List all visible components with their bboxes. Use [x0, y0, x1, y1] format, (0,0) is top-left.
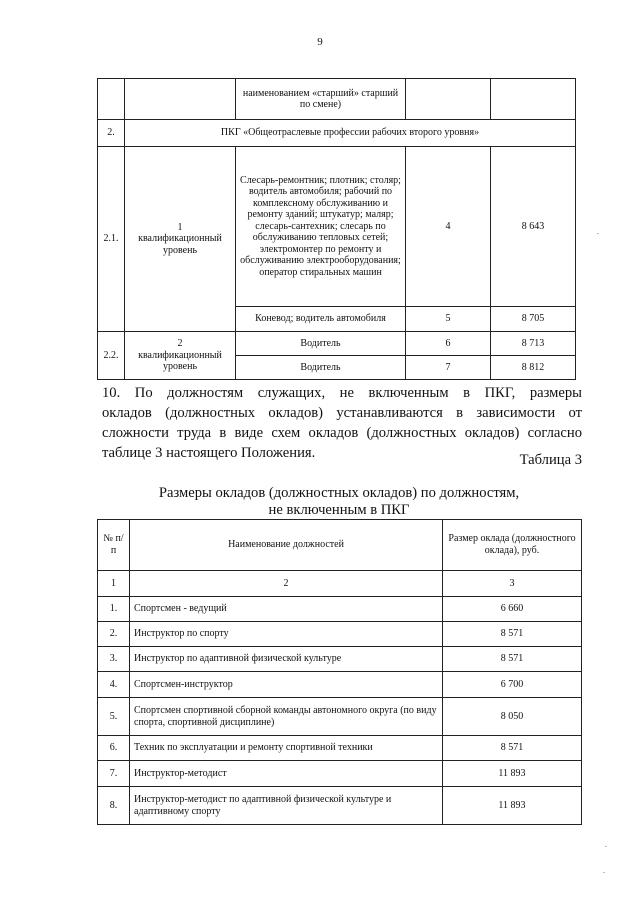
table-row — [98, 597, 582, 622]
scan-speck — [603, 872, 605, 873]
header-name: Наименование должностей — [130, 520, 443, 571]
salary-cell: 8 705 — [491, 307, 576, 332]
table-row — [98, 736, 582, 761]
column-number-row — [98, 571, 582, 597]
table-row — [98, 672, 582, 698]
caption-line: Размеры окладов (должностных окладов) по должностям, — [158, 485, 520, 501]
page-number: 9 — [317, 36, 323, 48]
table-cell — [406, 79, 491, 120]
column-number: 2 — [130, 571, 443, 597]
group-title: ПКГ «Общеотраслевые профессии рабочих второго уровня» — [125, 120, 576, 147]
paragraph-10 — [102, 383, 582, 463]
position-name: Инструктор-методист — [130, 761, 443, 787]
position-name: Техник по эксплуатации и ремонту спортивной техники — [130, 736, 443, 761]
salary-table — [97, 519, 582, 825]
table-cell — [98, 79, 125, 120]
table-row — [98, 647, 582, 672]
header-num: № п/п — [98, 520, 130, 571]
level-label: квалификационный уровень — [138, 233, 222, 256]
position-name: Спортсмен - ведущий — [130, 597, 443, 622]
row-number: 3. — [98, 647, 130, 672]
position-name: Спортсмен спортивной сборной команды автономного округа (по виду спорта, спортивной дисциплине) — [130, 698, 443, 736]
position-name: Инструктор-методист по адаптивной физической культуре и адаптивному спорту — [130, 787, 443, 825]
row-number: 4. — [98, 672, 130, 698]
row-number: 8. — [98, 787, 130, 825]
row-number: 6. — [98, 736, 130, 761]
salary-value: 11 893 — [443, 761, 582, 787]
level-number: 1 — [177, 221, 183, 233]
salary-value: 11 893 — [443, 787, 582, 825]
table-row — [98, 622, 582, 647]
salary-value: 6 660 — [443, 597, 582, 622]
level-number: 2 — [177, 338, 183, 350]
position-cell: Водитель — [236, 332, 406, 356]
level-label: квалификационный уровень — [138, 349, 222, 373]
qualification-level — [125, 147, 236, 332]
table-row — [98, 79, 576, 120]
position-cell: Слесарь-ремонтник; плотник; столяр; водитель автомобиля; рабочий по комплексному обслуживанию и ремонту зданий; штукатур; маляр; слесарь-сантехник; слесарь по обслуживанию тепловых сетей; электромонтер по ремонту и обслуживанию электрооборудования; оператор стиральных машин — [236, 147, 406, 307]
paragraph-line: таблице 3 настоящего Положения. — [102, 445, 316, 461]
sublevel-number: 2.1. — [98, 147, 125, 332]
table-row — [98, 332, 576, 356]
salary-cell: 8 713 — [491, 332, 576, 356]
salary-cell: 8 643 — [491, 147, 576, 307]
coefficient-cell: 6 — [406, 332, 491, 356]
position-cell: Водитель — [236, 356, 406, 380]
paragraph-line: 10. По должностям служащих, не включенным в ПКГ, размеры — [102, 385, 582, 401]
coefficient-cell: 7 — [406, 356, 491, 380]
scan-speck — [605, 846, 607, 847]
table-label: Таблица 3 — [519, 452, 582, 468]
row-number: 5. — [98, 698, 130, 736]
professional-groups-table — [97, 78, 576, 380]
table-caption — [97, 485, 581, 519]
table-row — [98, 147, 576, 307]
position-name: Инструктор по адаптивной физической культуре — [130, 647, 443, 672]
position-cell: наименованием «старший» старший по смене) — [236, 79, 406, 120]
salary-value: 6 700 — [443, 672, 582, 698]
scan-speck — [597, 233, 599, 234]
column-number: 3 — [443, 571, 582, 597]
table-header-row — [98, 520, 582, 571]
position-cell: Коневод; водитель автомобиля — [236, 307, 406, 332]
sublevel-number: 2.2. — [98, 332, 125, 380]
column-number: 1 — [98, 571, 130, 597]
table-row — [98, 698, 582, 736]
position-name: Спортсмен-инструктор — [130, 672, 443, 698]
row-number: 2. — [98, 622, 130, 647]
table-row — [98, 787, 582, 825]
group-number: 2. — [98, 120, 125, 147]
row-number: 1. — [98, 597, 130, 622]
coefficient-cell: 5 — [406, 307, 491, 332]
salary-value: 8 571 — [443, 647, 582, 672]
paragraph-line: сложности труда в виде схем окладов (должностных окладов) согласно — [102, 425, 582, 441]
salary-value: 8 571 — [443, 736, 582, 761]
salary-value: 8 571 — [443, 622, 582, 647]
salary-value: 8 050 — [443, 698, 582, 736]
caption-line: не включенным в ПКГ — [268, 502, 410, 518]
header-salary: Размер оклада (должностного оклада), руб. — [443, 520, 582, 571]
paragraph-line: окладов (должностных окладов) устанавливаются в зависимости от — [102, 405, 582, 421]
row-number: 7. — [98, 761, 130, 787]
table-cell — [125, 79, 236, 120]
group-row — [98, 120, 576, 147]
qualification-level — [125, 332, 236, 380]
position-name: Инструктор по спорту — [130, 622, 443, 647]
coefficient-cell: 4 — [406, 147, 491, 307]
salary-cell: 8 812 — [491, 356, 576, 380]
table-cell — [491, 79, 576, 120]
table-row — [98, 761, 582, 787]
